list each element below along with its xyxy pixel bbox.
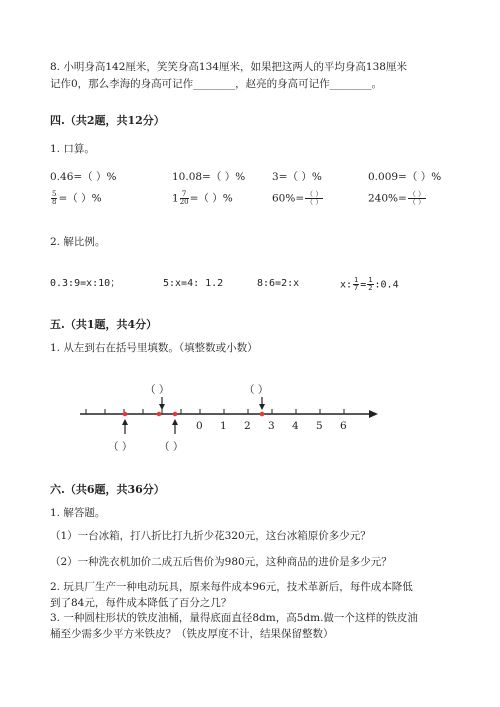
- tick-label: 1: [220, 420, 227, 432]
- section4-q2: 2. 解比例。: [50, 236, 106, 248]
- oral-calc-8: 240%= $\frac{( )}{( )}$: [368, 190, 426, 206]
- number-line-arrowhead: [369, 410, 378, 418]
- tick-label: 4: [292, 420, 299, 432]
- section4-title: 四.（共2题，共12分）: [50, 114, 165, 127]
- section4-q1: 1. 口算。: [50, 143, 95, 155]
- section6-title: 六.（共6题，共36分）: [50, 483, 165, 496]
- tick-label: 6: [340, 420, 347, 432]
- down-arrowhead: [159, 404, 165, 410]
- proportion-3: 8:6=2:x: [257, 278, 300, 289]
- section6-q1-part2: （2）一种洗衣机加价二成五后售价为980元，这种商品的进价是多少元？: [50, 556, 392, 568]
- oral-calc-1: 0.46=（ ）%: [50, 171, 117, 183]
- tick-label: 2: [244, 420, 251, 432]
- proportion-2: 5:x=4: 1.2: [163, 278, 224, 289]
- q8-line2: 记作0，那么李海的身高可记作________，赵亮的身高可记作________。: [50, 78, 383, 90]
- fraction: $\frac{( )}{( )}$: [408, 190, 426, 206]
- section6-q3-line2: 桶至少需多少平方米铁皮？（铁皮厚度不计，结果保留整数）: [50, 628, 334, 640]
- marked-point: [260, 412, 265, 417]
- marked-point: [157, 412, 162, 417]
- oral-calc-6: 1 $\frac{7}{20}$ =（ ）%: [172, 190, 233, 206]
- marked-point: [173, 412, 178, 417]
- proportion-4: x: $\frac{1}{7}$ = $\frac{1}{2}$ :0.4: [340, 276, 399, 292]
- answer-blank[interactable]: （ ）: [159, 441, 184, 453]
- oral-calc-7: 60%= $\frac{( )}{( )}$: [272, 190, 323, 206]
- section6-q1: 1. 解答题。: [50, 507, 106, 519]
- up-arrowhead: [172, 419, 178, 425]
- marked-point: [123, 412, 128, 417]
- section5-q1: 1. 从左到右在括号里填数。（填整数或小数）: [50, 342, 258, 354]
- down-arrowhead: [259, 404, 265, 410]
- tick-label: 0: [196, 420, 203, 432]
- section6-q1-part1: （1）一台冰箱，打八折比打九折少花320元，这台冰箱原价多少元？: [50, 530, 371, 542]
- tick-label: 5: [316, 420, 323, 432]
- fraction: $\frac{7}{20}$: [179, 190, 189, 206]
- oral-calc-2: 10.08=（ ）%: [172, 171, 246, 183]
- answer-blank[interactable]: （ ）: [145, 384, 170, 396]
- section5-title: 五.（共1题，共4分）: [50, 318, 158, 331]
- tick-label: 3: [268, 420, 275, 432]
- answer-blank[interactable]: （ ）: [108, 441, 133, 453]
- q8-line1: 8. 小明身高142厘米，笑笑身高134厘米，如果把这两人的平均身高138厘米: [50, 61, 407, 73]
- up-arrowhead: [122, 419, 128, 425]
- section6-q3-line1: 3. 一种圆柱形状的铁皮油桶，量得底面直径8dm，高5dm.做一个这样的铁皮油: [50, 612, 418, 624]
- oral-calc-3: 3=（ ）%: [272, 171, 322, 183]
- section6-q2-line2: 到了84元，每件成本降低了百分之几？: [50, 597, 232, 609]
- oral-calc-5: $\frac{5}{8}$ =（ ）%: [52, 190, 102, 206]
- section6-q2-line1: 2. 玩具厂生产一种电动玩具，原来每件成本96元，技术革新后，每件成本降低: [50, 581, 413, 593]
- fraction: $\frac{1}{2}$: [368, 276, 373, 292]
- fraction: $\frac{5}{8}$: [52, 190, 57, 206]
- proportion-1: 0.3:9=x:10；: [50, 278, 121, 289]
- fraction: $\frac{1}{7}$: [354, 276, 359, 292]
- fraction: $\frac{( )}{( )}$: [306, 190, 323, 206]
- oral-calc-4: 0.009=（ ）%: [368, 171, 442, 183]
- answer-blank[interactable]: （ ）: [244, 384, 269, 396]
